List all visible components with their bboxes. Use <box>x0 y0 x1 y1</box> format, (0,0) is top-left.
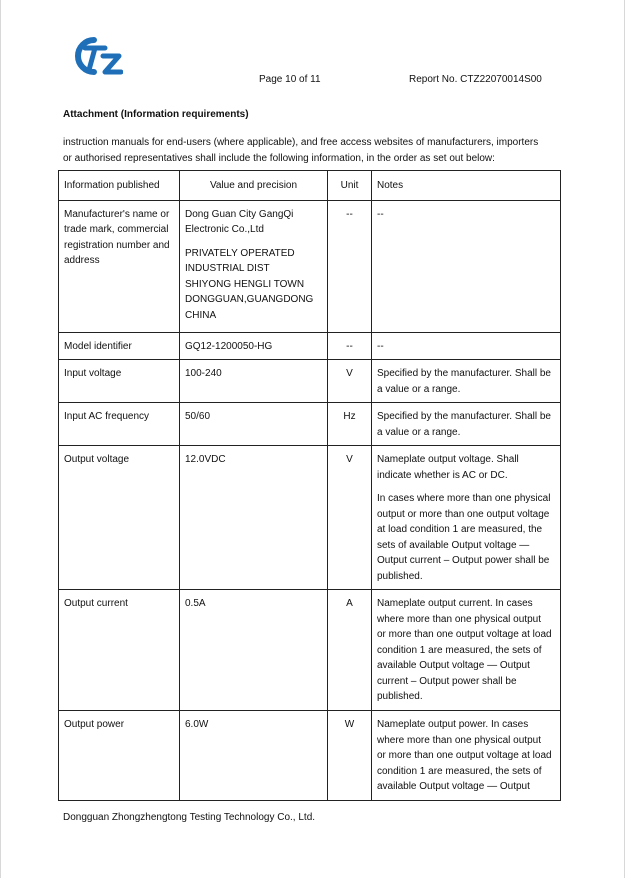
cell-value <box>180 711 328 801</box>
notes-line: output or more than one output voltage <box>377 508 550 520</box>
cell-information <box>59 590 180 711</box>
info-line: Input AC frequency <box>64 411 150 422</box>
paragraph <box>185 366 322 382</box>
cell-unit: W <box>328 711 372 801</box>
cell-unit: -- <box>328 332 372 360</box>
notes-line: indicate whether is AC or DC. <box>377 469 508 481</box>
notes-line: or more than one output voltage at load <box>377 629 552 640</box>
notes-line: published. <box>377 570 423 582</box>
paragraph <box>377 717 555 795</box>
info-line: Output voltage <box>64 454 130 465</box>
value-line: 50/60 <box>185 411 211 422</box>
intro-text <box>63 135 563 167</box>
column-header: Value and precision <box>180 171 328 201</box>
info-line: Manufacturer's name or <box>64 208 170 220</box>
notes-line: Nameplate output current. In cases <box>377 598 533 609</box>
cell-notes <box>372 360 561 403</box>
section-title: Attachment (Information requirements) <box>63 109 249 120</box>
value-line: 6.0W <box>185 719 209 730</box>
notes-line: published. <box>377 691 423 702</box>
cell-value <box>180 446 328 590</box>
footer-company: Dongguan Zhongzhengtong Testing Technology Co., Ltd. <box>63 812 316 823</box>
cell-unit: -- <box>328 200 372 332</box>
notes-line: Specified by the manufacturer. Shall be <box>377 411 551 422</box>
notes-line: where more than one physical output <box>377 613 541 625</box>
value-line: 100-240 <box>185 368 222 379</box>
paragraph <box>377 409 555 440</box>
table-row <box>59 446 561 590</box>
value-line: SHIYONG HENGLI TOWN <box>185 278 305 290</box>
paragraph <box>185 339 322 355</box>
cell-value <box>180 360 328 403</box>
value-line: Electronic Co.,Ltd <box>185 224 264 235</box>
paragraph <box>185 596 322 612</box>
notes-line: -- <box>377 340 384 352</box>
cell-notes <box>372 446 561 590</box>
table-row <box>59 711 561 801</box>
value-line: INDUSTRIAL DIST <box>185 263 270 274</box>
info-line: Output current <box>64 598 128 609</box>
column-header: Information published <box>59 171 180 201</box>
cell-unit: V <box>328 446 372 590</box>
cell-information <box>59 711 180 801</box>
info-line: registration number and <box>64 239 170 251</box>
cell-notes <box>372 711 561 801</box>
cell-value <box>180 403 328 446</box>
notes-line: condition 1 are measured, the sets of <box>377 644 542 656</box>
paragraph <box>185 246 322 324</box>
table-row <box>59 360 561 403</box>
info-line: trade mark, commercial <box>64 224 169 235</box>
notes-line: Output current – Output power shall be <box>377 555 550 566</box>
information-table <box>58 170 561 801</box>
page-number: Page 10 of 11 <box>259 74 321 85</box>
cell-notes <box>372 590 561 711</box>
paragraph <box>185 409 322 425</box>
paragraph <box>185 207 322 238</box>
notes-line: or more than one output voltage at load <box>377 750 552 761</box>
notes-line: In cases where more than one physical <box>377 493 551 504</box>
paragraph <box>185 452 322 468</box>
paragraph <box>377 366 555 397</box>
info-line: address <box>64 255 100 266</box>
notes-line: sets of available Output voltage — <box>377 539 530 551</box>
paragraph <box>377 491 555 584</box>
notes-line: condition 1 are measured, the sets of <box>377 765 542 777</box>
cell-value <box>180 590 328 711</box>
table-row <box>59 403 561 446</box>
cell-information <box>59 446 180 590</box>
notes-line: Nameplate output voltage. Shall <box>377 454 519 465</box>
paragraph <box>185 717 322 733</box>
value-line: CHINA <box>185 309 217 321</box>
paragraph <box>377 596 555 705</box>
intro-line: or authorised representatives shall include the following information, in the order as set out below: <box>63 153 495 164</box>
notes-line: a value or a range. <box>377 383 461 395</box>
notes-line: at load condition 1 are measured, the <box>377 524 543 535</box>
table-row <box>59 200 561 332</box>
info-line: Output power <box>64 719 125 730</box>
value-line: 12.0VDC <box>185 454 226 465</box>
column-header: Notes <box>372 171 561 201</box>
company-logo <box>67 36 123 78</box>
cell-notes <box>372 332 561 360</box>
table-row <box>59 332 561 360</box>
paragraph <box>377 452 555 483</box>
intro-line: instruction manuals for end-users (where applicable), and free access websites of manufacturers, importers <box>63 137 539 148</box>
cell-notes <box>372 403 561 446</box>
cell-unit: V <box>328 360 372 403</box>
notes-line: available Output voltage — Output <box>377 660 530 671</box>
paragraph <box>377 207 555 223</box>
notes-line: Nameplate output power. In cases <box>377 719 529 730</box>
notes-line: -- <box>377 208 384 220</box>
notes-line: where more than one physical output <box>377 734 541 746</box>
table-header-row <box>59 171 561 201</box>
cell-information <box>59 360 180 403</box>
notes-line: current – Output power shall be <box>377 675 517 687</box>
table-row <box>59 590 561 711</box>
cell-unit: Hz <box>328 403 372 446</box>
notes-line: Specified by the manufacturer. Shall be <box>377 368 551 379</box>
cell-value <box>180 200 328 332</box>
column-header: Unit <box>328 171 372 201</box>
report-number: Report No. CTZ22070014S00 <box>409 74 542 85</box>
info-line: Input voltage <box>64 368 122 379</box>
info-line: Model identifier <box>64 340 132 352</box>
cell-unit: A <box>328 590 372 711</box>
cell-value <box>180 332 328 360</box>
cell-information <box>59 332 180 360</box>
value-line: Dong Guan City GangQi <box>185 208 294 220</box>
value-line: 0.5A <box>185 598 206 609</box>
value-line: PRIVATELY OPERATED <box>185 247 295 259</box>
value-line: GQ12-1200050-HG <box>185 340 273 352</box>
value-line: DONGGUAN,GUANGDONG <box>185 294 314 305</box>
cell-notes <box>372 200 561 332</box>
notes-line: a value or a range. <box>377 426 461 438</box>
cell-information <box>59 200 180 332</box>
notes-line: available Output voltage — Output <box>377 781 530 792</box>
cell-information <box>59 403 180 446</box>
paragraph <box>377 339 555 355</box>
